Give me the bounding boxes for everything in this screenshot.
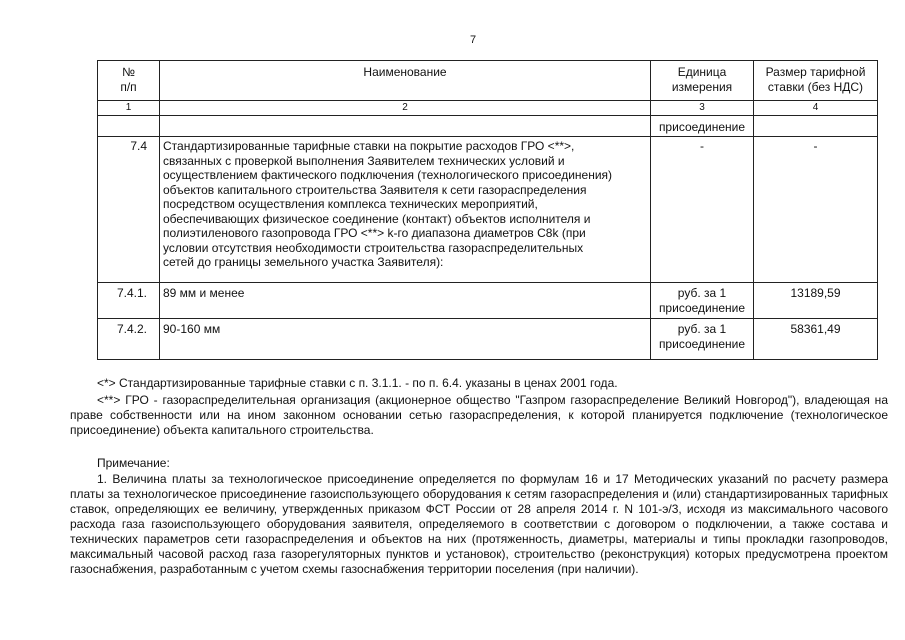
empty-cell bbox=[160, 116, 651, 137]
note-body bbox=[70, 472, 888, 577]
table-row bbox=[98, 283, 878, 319]
index-cell: 1 bbox=[98, 101, 160, 116]
header-rate-text: Размер тарифной ставки (без НДС) bbox=[765, 65, 866, 94]
index-cell: 4 bbox=[754, 101, 878, 116]
row-unit-text: руб. за 1 присоединение bbox=[658, 286, 746, 315]
table-row bbox=[98, 137, 878, 283]
empty-cell bbox=[754, 116, 878, 137]
row-name: 89 мм и менее bbox=[160, 283, 651, 319]
row-num: 7.4.2. bbox=[98, 319, 160, 360]
note-label bbox=[70, 456, 888, 471]
header-name bbox=[160, 61, 651, 101]
row-num: 7.4 bbox=[98, 137, 160, 283]
row-name-text: Стандартизированные тарифные ставки на покрытие расходов ГРО <**>, связанных с проверкой выполнения Заявителем технических условий и осуществлением фактического подключения (технологического присоединения) объектов капитального строительства Заявителя к сети газораспределения посредством осуществления комплекса технических мероприятий, обеспечивающих физическое соединение (контакт) объектов исполнителя и полиэтиленового газопровода ГРО <**> k-го диапазона диаметров C8k (при условии отсутствия необходимости строительства газораспределительных сетей до границы земельного участка Заявителя): bbox=[163, 139, 613, 269]
row-unit-text: руб. за 1 присоединение bbox=[658, 322, 746, 351]
row-unit bbox=[651, 319, 754, 360]
row-rate: 58361,49 bbox=[754, 319, 878, 360]
footnote-1-text: <*> Стандартизированные тарифные ставки с п. 3.1.1. - по п. 6.4. указаны в ценах 2001 года. bbox=[97, 376, 618, 390]
empty-cell bbox=[98, 116, 160, 137]
row-num: 7.4.1. bbox=[98, 283, 160, 319]
footnote-1 bbox=[70, 376, 888, 391]
row-name: 90-160 мм bbox=[160, 319, 651, 360]
index-cell: 2 bbox=[160, 101, 651, 116]
table-header-row bbox=[98, 61, 878, 101]
note-label-text: Примечание: bbox=[97, 456, 170, 470]
continuation-unit: присоединение bbox=[651, 116, 754, 137]
note-body-text: 1. Величина платы за технологическое присоединение определяется по формулам 16 и 17 Методических указаний по расчету размера платы за технологическое присоединение газоиспользующего оборудования к сетям газораспределения и (или) стандартизированных тарифных ставок, определяющих ее величину, утвержденных приказом ФСТ России от 28 апреля 2014 г. N 101-э/3, исходя из максимального часового расхода газа газоиспользующего оборудования заявителя, определяемого в соответствии с договором о подключении, а также состава и технических параметров сети газораспределения и объектов на них (протяженность, диаметры, материалы и типы прокладки газопроводов, максимальный часовой расход газа газорегуляторных пунктов и установок), строительство (реконструкция) которых предусмотрена проектом газоснабжения, разработанным с учетом схемы газоснабжения территории поселения (при наличии). bbox=[70, 472, 888, 576]
column-index-row bbox=[98, 101, 878, 116]
row-rate: - bbox=[754, 137, 878, 283]
continuation-row bbox=[98, 116, 878, 137]
header-unit bbox=[651, 61, 754, 101]
header-num bbox=[98, 61, 160, 101]
table-row bbox=[98, 319, 878, 360]
row-unit bbox=[651, 283, 754, 319]
header-name-text: Наименование bbox=[363, 65, 447, 79]
header-rate bbox=[754, 61, 878, 101]
header-unit-text: Единица измерения bbox=[671, 65, 733, 94]
row-unit: - bbox=[651, 137, 754, 283]
footnote-2-text: <**> ГРО - газораспределительная организация (акционерное общество "Газпром газораспределение Великий Новгород"), владеющая на праве собственности или на ином законном основании сетью газораспределения, к которой планируется подключение (технологическое присоединение) объекта капитального строительства. bbox=[70, 393, 888, 437]
row-name bbox=[160, 137, 651, 283]
header-num-text: № п/п bbox=[120, 65, 137, 94]
index-cell: 3 bbox=[651, 101, 754, 116]
tariff-table bbox=[97, 60, 878, 360]
footnote-2 bbox=[70, 393, 888, 438]
page-number: 7 bbox=[470, 34, 477, 46]
row-rate: 13189,59 bbox=[754, 283, 878, 319]
